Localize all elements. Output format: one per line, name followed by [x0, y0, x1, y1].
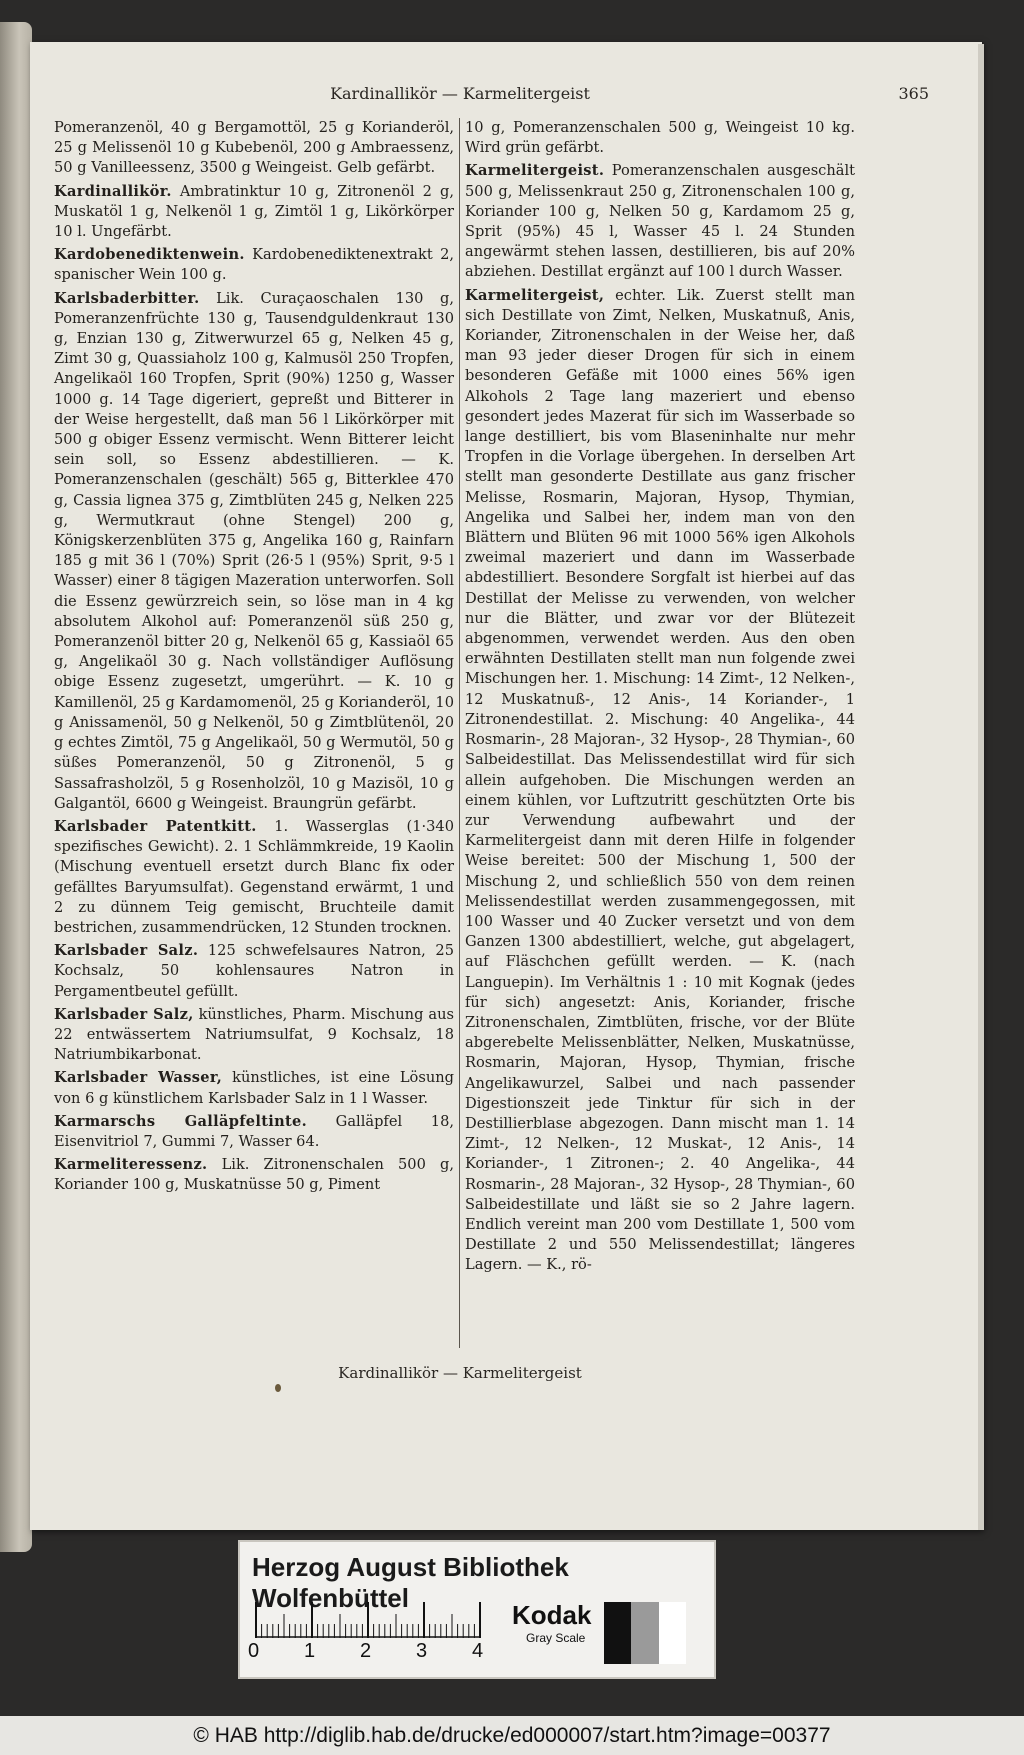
entry-headword: Kardinallikör.	[54, 182, 172, 200]
dictionary-entry: Karlsbader Wasser, künstliches, ist eine Lösung von 6 g künstlichem Karlsbader Salz in 1 l Wasser.	[54, 1069, 454, 1107]
entry-headword: Karmarschs Galläpfeltinte.	[54, 1112, 308, 1130]
dictionary-entry: Karmeliteressenz. Lik. Zitronenschalen 500 g, Koriander 100 g, Muskatnüsse 50 g, Piment	[54, 1156, 454, 1194]
ruler-number: 3	[416, 1640, 428, 1662]
entry-headword: Karlsbader Wasser,	[54, 1069, 223, 1087]
entry-headword: Karmeliteressenz.	[54, 1156, 208, 1174]
column-rule	[459, 118, 460, 1348]
entry-headword: Karlsbader Patentkitt.	[54, 817, 257, 835]
left-column	[54, 118, 454, 1199]
dictionary-entry: Karmelitergeist, echter. Lik. Zuerst stellt man sich Destillate von Zimt, Nelken, Muskatnuß, Anis, Koriander, Zitronenschalen in der Weise her, daß man 93 jeder dieser Drogen für sich in einem besonderen Gefäße mit 1000 eines 56% igen Alkohols 2 Tage lang mazeriert und ebenso gesondert jedes Mazerat für sich im Wasserbade so lange destilliert, bis vom Blaseninhalte nur mehr Tropfen in die Vorlage übergehen. In derselben Art stellt man gesonderte Destillate aus ganz frischer Melisse, Rosmarin, Majoran, Hysop, Thymian, Angelika und Salbei her, indem man von den Blättern und Blüten 96 mit 1000 56% igen Alkohols zweimal mazeriert und dann im Wasserbade abdestilliert. Besondere Sorgfalt ist hierbei auf das Destillat der Melisse zu verwenden, von welcher nur die Blätter, und zwar vor der Blütezeit abgenommen, verwendet werden. Aus den oben erwähnten Destillaten stellt man nun folgende zwei Mischungen her. 1. Mischung: 14 Zimt-, 12 Nelken-, 12 Muskatnuß-, 12 Anis-, 14 Koriander-, 1 Zitronendestillat. 2. Mischung: 40 Angelika-, 44 Rosmarin-, 28 Majoran-, 32 Hysop-, 28 Thymian-, 60 Salbeidestillat. Das Melissendestillat wird für sich allein aufgehoben. Die Mischungen werden an einem kühlen, vor Luftzutritt geschützten Orte bis zur Verwendung aufbewahrt und der Karmelitergeist dann mit deren Hilfe in folgender Weise bereitet: 500 der Mischung 1, 500 der Mischung 2, und schließlich 550 von dem reinen Melissendestillat werden zusammengegossen, mit 100 Wasser und 40 Zucker versetzt und von dem Ganzen 1300 abdestilliert, welche, gut abgelagert, auf Fläschchen gefüllt werden. — K. (nach Languepin). Im Verhältnis 1 : 10 mit Kognak (jedes für sich) angesetzt: Anis, Koriander, frische Zitronenschalen, Zimtblüten, frische, vor der Blüte abgerebelte Melissenblätter, Nelken, Muskatnüsse, Rosmarin, Majoran, Hysop, Thymian, frische Angelikawurzel, Salbei und nach passender Digestionszeit jede Tinktur für sich in der Destillierblase abgezogen. Dann mischt man 1. 14 Zimt-, 12 Nelken-, 12 Muskat-, 12 Anis-, 14 Koriander-, 1 Zitronen-; 2. 40 Angelika-, 44 Rosmarin-, 28 Majoran-, 32 Hysop-, 28 Thymian-, 60 Salbeidestillate und läßt sie so 2 Jahre lagern. Endlich vereint man 200 vom Destillate 1, 500 vom Destillate 2 und 550 Melissendestillat; längeres Lagern. — K., rö-	[465, 286, 855, 1274]
gray-swatches	[604, 1602, 686, 1664]
kodak-label	[512, 1600, 591, 1645]
ruler-number: 0	[248, 1640, 260, 1662]
dictionary-entry: Kardobenediktenwein. Kardobenediktenextrakt 2, spanischer Wein 100 g.	[54, 246, 454, 284]
previous-page-edge	[0, 22, 32, 1552]
gray-swatch	[604, 1602, 631, 1664]
dictionary-entry: Karlsbader Patentkitt. 1. Wasserglas (1·340 spezifisches Gewicht). 2. 1 Schlämmkreide, 19 Kaolin (Mischung eventuell ersetzt durch Blanc fix oder gefälltes Baryumsulfat). Gegenstand erwärmt, 1 und 2 zu dünnem Teig gemischt, Bruchteile damit bestrichen, zusammendrücken, 12 Stunden trocknen.	[54, 817, 454, 936]
right-column	[465, 118, 855, 1279]
ruler-number: 2	[360, 1640, 372, 1662]
dictionary-entry: Karlsbaderbitter. Lik. Curaçaoschalen 130 g, Pomeranzenfrüchte 130 g, Tausendguldenkraut 130 g, Enzian 130 g, Zitwerwurzel 65 g, Nelken 45 g, Zimt 30 g, Quassiaholz 100 g, Kalmusöl 250 Tropfen, Angelikaöl 160 Tropfen, Sprit (90%) 1250 g, Wasser 1000 g. 14 Tage digeriert, gepreßt und Bitterer in der Weise hergestellt, daß man 56 l Likörkörper mit 500 g obiger Essenz vermischt. Wenn Bitterer leicht sein soll, so Essenz abdestillieren. — K. Pomeranzenschalen (geschält) 565 g, Bitterklee 470 g, Cassia lignea 375 g, Zimtblüten 245 g, Nelken 225 g, Wermutkraut (ohne Stengel) 200 g, Königskerzenblüten 375 g, Angelika 160 g, Rainfarn 185 g mit 36 l (70%) Sprit (26·5 l (95%) Sprit, 9·5 l Wasser) einer 8 tägigen Mazeration unterworfen. Soll die Essenz gewürzreich sein, so löse man in 4 kg absolutem Alkohol auf: Pomeranzenöl süß 250 g, Pomeranzenöl bitter 20 g, Nelkenöl 65 g, Kassiaöl 65 g, Angelikaöl 30 g. Nach vollständiger Auflösung obige Essenz zugesetzt, umgerührt. — K. 10 g Kamillenöl, 25 g Kardamomenöl, 25 g Korianderöl, 10 g Anissamenöl, 50 g Nelkenöl, 50 g Zimtblütenöl, 20 g echtes Zimtöl, 75 g Angelikaöl, 50 g Wermutöl, 50 g süßes Pomeranzenöl, 50 g Zitronenöl, 5 g Sassafrasholzöl, 5 g Rosenholzöl, 10 g Mazisöl, 10 g Galgantöl, 6600 g Weingeist. Braungrün gefärbt.	[54, 289, 454, 812]
entry-headword: Karlsbader Salz.	[54, 942, 199, 960]
dictionary-entry: Karmarschs Galläpfeltinte. Galläpfel 18, Eisenvitriol 7, Gummi 7, Wasser 64.	[54, 1112, 454, 1150]
entry-headword: Karmelitergeist,	[465, 286, 605, 304]
ruler-number: 4	[472, 1640, 484, 1662]
gray-swatch	[659, 1602, 686, 1664]
paper-stain	[275, 1384, 281, 1392]
running-head: Kardinallikör — Karmelitergeist	[330, 84, 590, 103]
dictionary-entry: Karlsbader Salz. 125 schwefelsaures Natron, 25 Kochsalz, 50 kohlensaures Natron in Pergamentbeutel gefüllt.	[54, 942, 454, 1000]
dictionary-entry: 10 g, Pomeranzenschalen 500 g, Weingeist 10 kg. Wird grün gefärbt.	[465, 119, 855, 157]
entry-headword: Karlsbaderbitter.	[54, 289, 200, 307]
footer-title: Kardinallikör — Karmelitergeist	[338, 1364, 582, 1382]
library-name: Herzog August Bibliothek Wolfenbüttel	[252, 1552, 569, 1613]
dictionary-entry: Kardinallikör. Ambratinktur 10 g, Zitronenöl 2 g, Muskatöl 1 g, Nelkenöl 1 g, Zimtöl 1 g, Likörkörper 10 l. Ungefärbt.	[54, 182, 454, 241]
entry-headword: Karlsbader Salz,	[54, 1005, 194, 1023]
page-edge	[978, 44, 984, 1530]
copyright-footer: © HAB http://diglib.hab.de/drucke/ed000007/start.htm?image=00377	[0, 1716, 1024, 1755]
dictionary-entry: Pomeranzenöl, 40 g Bergamottöl, 25 g Korianderöl, 25 g Melissenöl 10 g Kubebenöl, 200 g Ambraessenz, 50 g Vanilleessenz, 3500 g Weingeist. Gelb gefärbt.	[54, 119, 454, 177]
dictionary-entry: Karlsbader Salz, künstliches, Pharm. Mischung aus 22 entwässertem Natriumsulfat, 9 Kochsalz, 18 Natriumbikarbonat.	[54, 1005, 454, 1064]
gray-swatch	[631, 1602, 658, 1664]
color-calibration-card	[238, 1540, 716, 1679]
ruler-number: 1	[304, 1640, 316, 1662]
ruler-scale	[252, 1598, 502, 1638]
page-number: 365	[898, 84, 929, 103]
entry-headword: Kardobenediktenwein.	[54, 246, 245, 264]
dictionary-entry: Karmelitergeist. Pomeranzenschalen ausgeschält 500 g, Melissenkraut 250 g, Zitronenschalen 100 g, Koriander 100 g, Nelken 50 g, Kardamom 25 g, Sprit (95%) 45 l, Wasser 45 l. 24 Stunden angewärmt stehen lassen, destillieren, bis auf 20% abziehen. Destillat ergänzt auf 100 l durch Wasser.	[465, 162, 855, 281]
kodak-brand: Kodak	[512, 1600, 592, 1630]
entry-headword: Karmelitergeist.	[465, 162, 605, 180]
kodak-subtitle: Gray Scale	[526, 1631, 586, 1645]
